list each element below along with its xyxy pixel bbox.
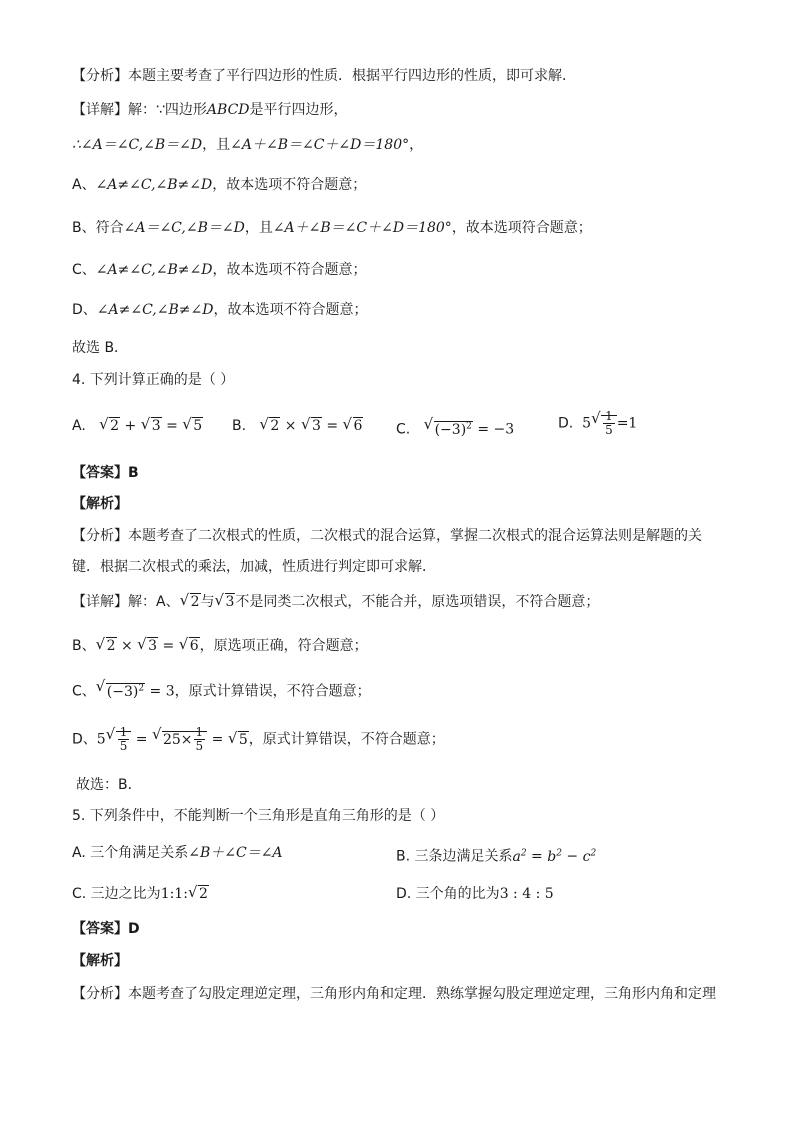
q4-detail-a: 【详解】解：A、√ 2与√ 3不是同类二次根式，不能合并，原选项错误，不符合题意； — [72, 592, 599, 612]
q4-detail-b: B、√ 2 × √ 3 = √ 6，原选项正确，符合题意； — [72, 636, 368, 656]
q4-option-b: B. √ 2 × √ 3 = √ 6 — [232, 416, 363, 436]
q4-choose: 故选：B． — [76, 777, 142, 793]
q4-analysis-head: 【解析】 — [72, 496, 128, 512]
detail-line: 【详解】解：∵四边形ABCD是平行四边形， — [72, 102, 348, 118]
q5-analysis-head: 【解析】 — [72, 953, 128, 969]
q4-analysis-text: 【分析】本题考查了二次根式的性质，二次根式的混合运算，掌握二次根式的混合运算法则是解题的关 — [72, 528, 702, 544]
q5-option-c: C. 三边之比为1:1:√ 2 — [72, 884, 209, 904]
detail-line: ∴∠A＝∠C,∠B＝∠D，且∠A＋∠B＝∠C＋∠D＝180°， — [72, 137, 424, 153]
q5-option-b: B. 三条边满足关系$a^2 = b^2 - c^2$ — [396, 848, 597, 865]
option-analysis-a: A、∠A≠∠C,∠B≠∠D，故本选项不符合题意； — [72, 177, 367, 193]
q4-option-d: D. 5 √ $\frac{1}{5}$ =1 — [558, 410, 637, 437]
q4-option-a: A. √ 2 + √ 3 = √ 5 — [72, 416, 203, 436]
q4-detail-d: D、5 √ $\frac{1}{5}$ = √ 25× $\frac{1}{5}$ = √ 5，原式计算错误，不符合题意； — [72, 726, 445, 753]
q5-analysis-text: 【分析】本题考查了勾股定理逆定理，三角形内角和定理．熟练掌握勾股定理逆定理，三角形内角和定理 — [72, 986, 716, 1002]
analysis-text: 【分析】本题主要考查了平行四边形的性质．根据平行四边形的性质，即可求解． — [72, 68, 576, 84]
q5-answer: 【答案】D — [72, 921, 140, 937]
q4-answer: 【答案】B — [72, 465, 139, 481]
question-5-stem: 5. 下列条件中，不能判断一个三角形是直角三角形的是（ ） — [72, 808, 445, 824]
option-analysis-c: C、∠A≠∠C,∠B≠∠D，故本选项不符合题意； — [72, 262, 367, 278]
q4-detail-c: C、√ $(-3)^2 = 3$，原式计算错误，不符合题意； — [72, 678, 371, 702]
q5-option-d: D. 三个角的比为3 : 4 : 5 — [396, 886, 554, 902]
question-4-stem: 4. 下列计算正确的是（ ） — [72, 372, 235, 388]
q5-option-a: A. 三个角满足关系∠B＋∠C＝∠A — [72, 845, 283, 861]
q4-analysis-text: 键．根据二次根式的乘法，加减，性质进行判定即可求解． — [72, 559, 436, 575]
q4-option-c: C. √ $(-3)^2 = -3$ — [396, 416, 514, 440]
option-analysis-b: B、符合∠A＝∠C,∠B＝∠D，且∠A＋∠B＝∠C＋∠D＝180°，故本选项符合题意； — [72, 220, 592, 236]
choose-line: 故选 B． — [72, 340, 129, 356]
option-analysis-d: D、∠A≠∠C,∠B≠∠D，故本选项不符合题意； — [72, 302, 368, 318]
